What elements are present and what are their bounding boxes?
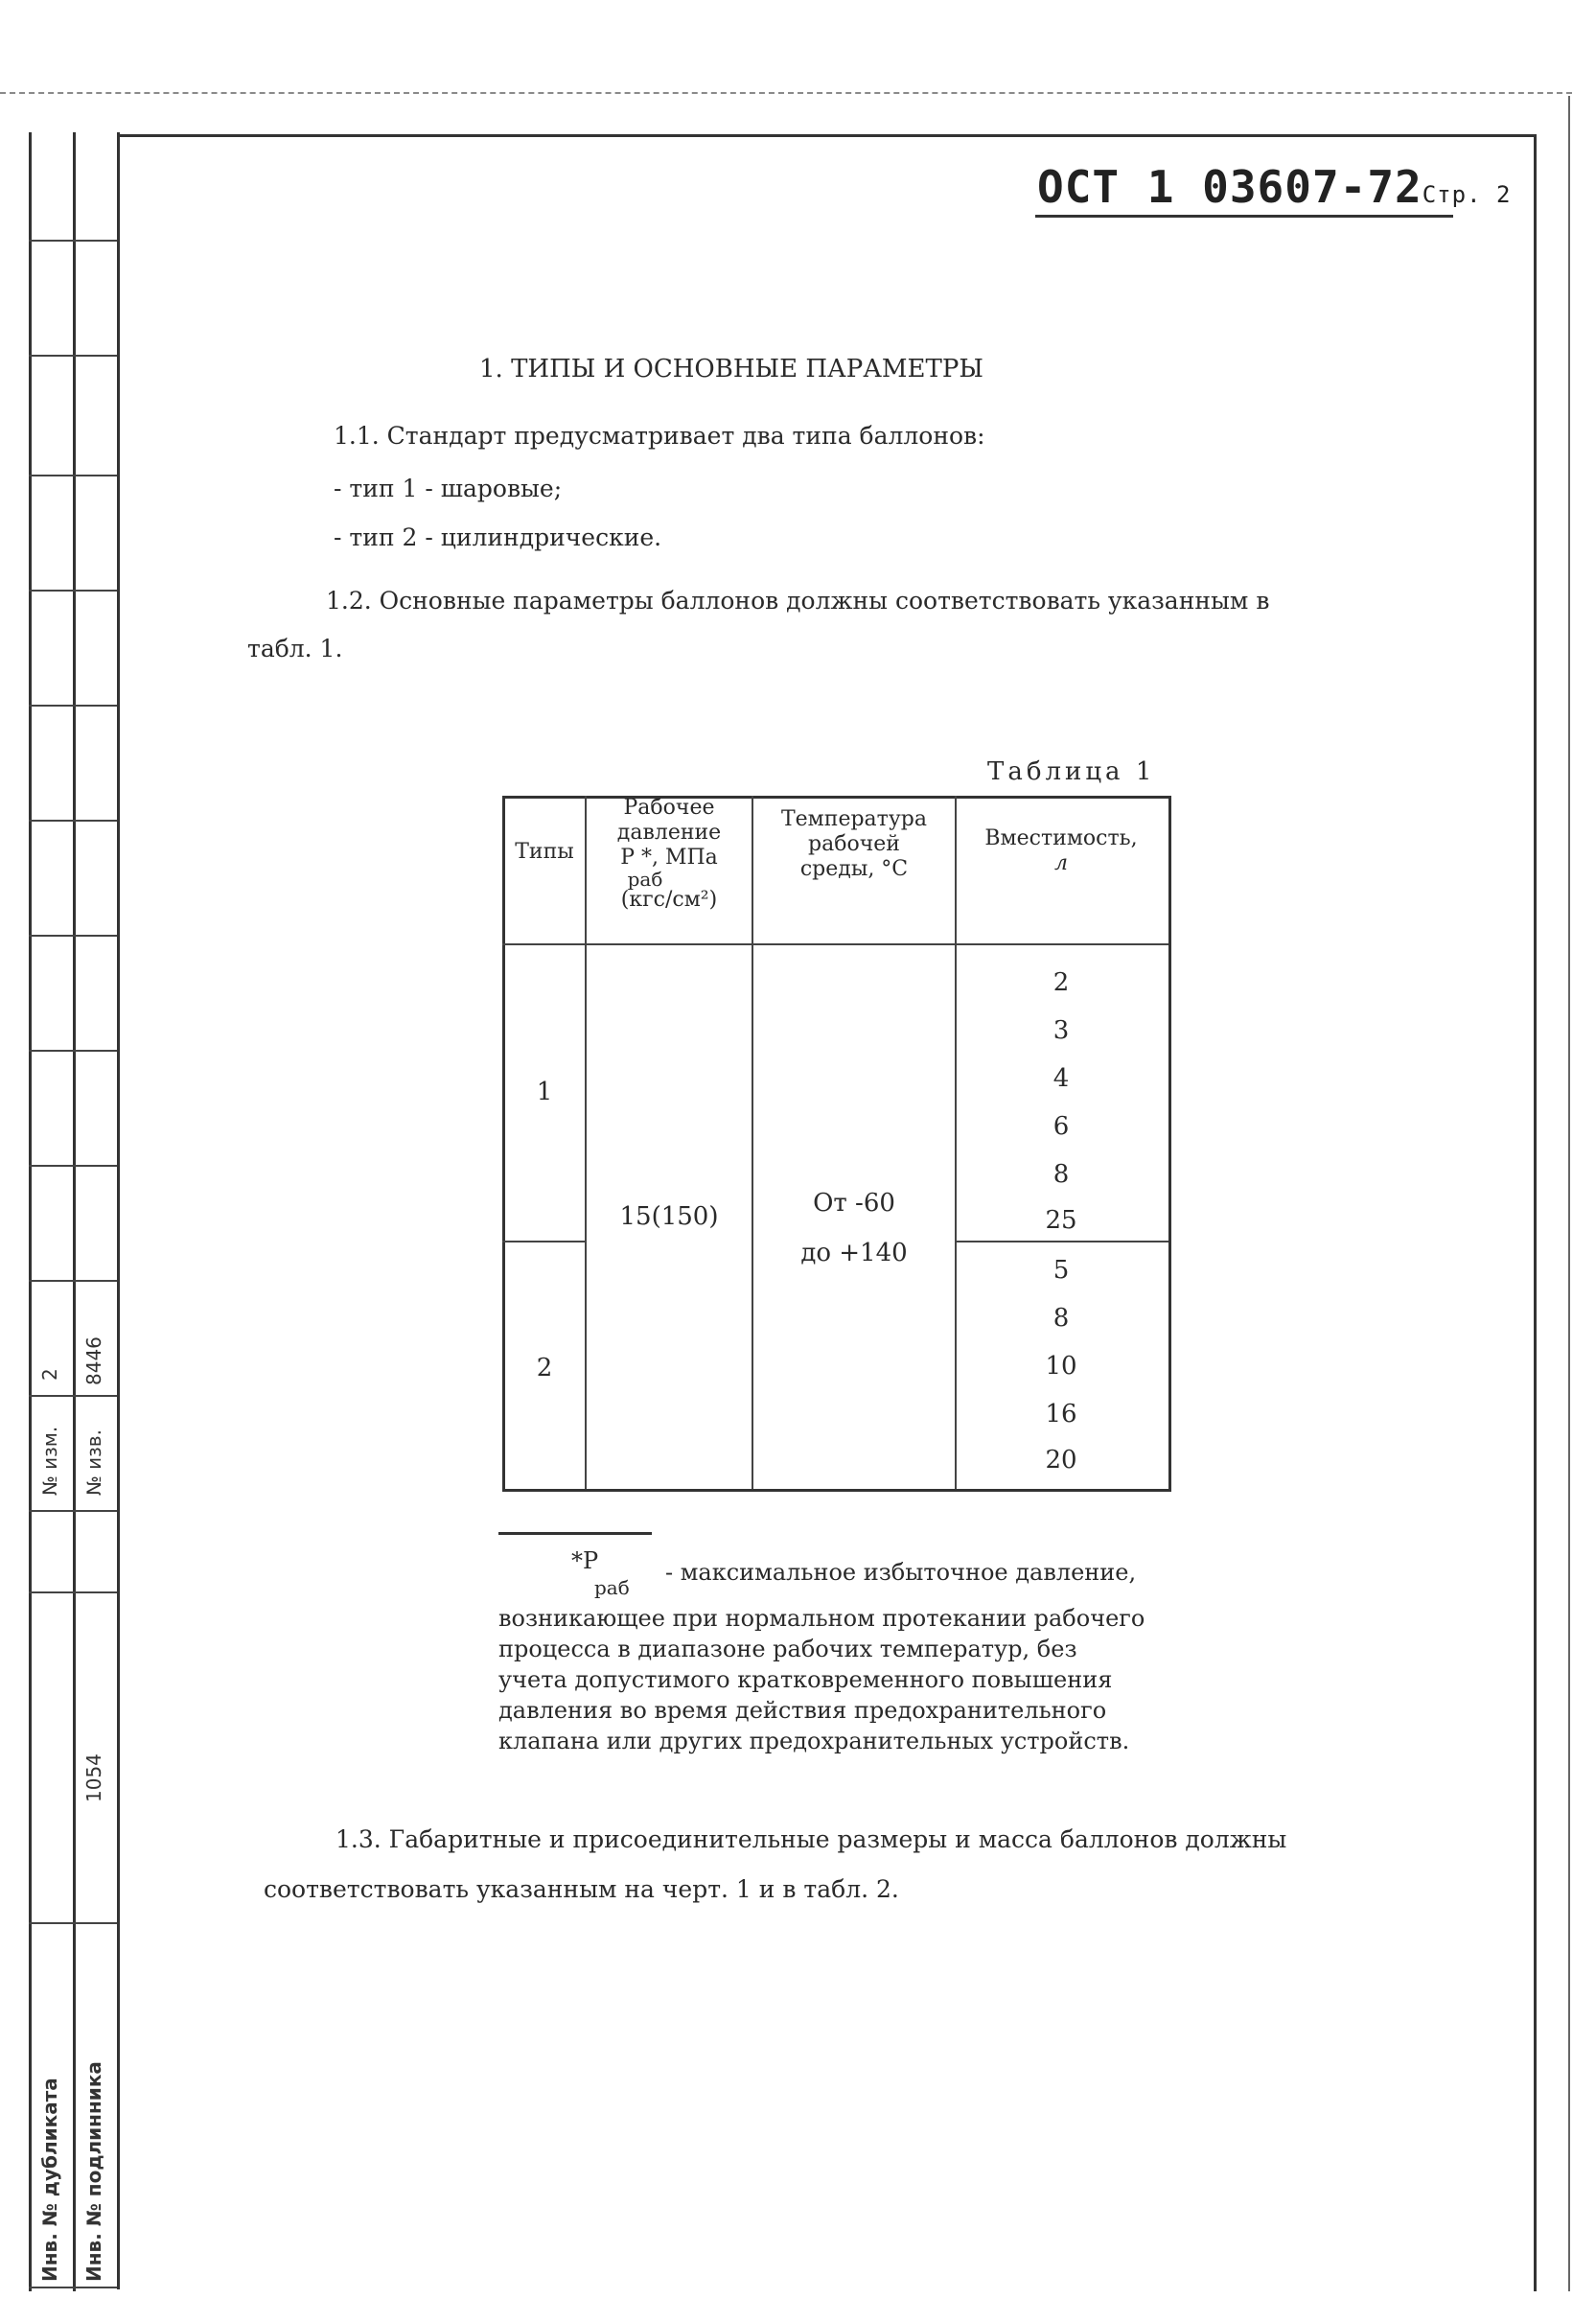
document-code [1037,161,1511,213]
capacity-cell: 8 [1052,1304,1070,1333]
table-type-divider [955,1241,1168,1242]
capacity-cell: 10 [1045,1352,1077,1381]
stub-divider [29,1280,117,1282]
change-number-label: № изм. [38,1426,61,1496]
frame-top-border [117,134,1534,137]
section-heading: 1. ТИПЫ И ОСНОВНЫЕ ПАРАМЕТРЫ [479,355,983,383]
frame-left-border [117,132,120,2289]
stub-divider [29,935,117,937]
header-pressure [587,796,752,913]
capacity-cell: 3 [1052,1016,1070,1045]
header-capacity [957,826,1166,876]
stub-divider [29,355,117,357]
type-2-item: - тип 2 - цилиндрические. [334,523,662,551]
page-number: Стр. 2 [1422,181,1512,208]
temperature-from-cell: От -60 [813,1189,895,1218]
header-temperature-line: Температура [780,807,927,831]
capacity-cell: 20 [1045,1446,1077,1475]
header-types: Типы [515,840,574,864]
stub-divider [29,1922,117,1924]
footnote-line: клапана или других предохранительных устройств. [498,1728,1130,1754]
stub-divider [29,1395,117,1397]
stub-column-right [73,132,76,2291]
capacity-cell: 5 [1052,1256,1070,1285]
header-pressure-symbol: Р *, МПа [620,846,718,870]
temperature-to-cell: до +140 [800,1239,908,1267]
stub-divider [29,240,117,242]
stub-divider [29,475,117,476]
footnote-line: возникающее при нормальном протекании рабочего [498,1605,1145,1632]
header-capacity-line: Вместимость, [984,826,1138,850]
footnote-symbol-subscript: раб [594,1576,630,1599]
table-header-divider [502,943,1168,945]
top-scan-line [0,92,1572,94]
frame-right-border [1534,134,1537,2291]
standard-number: ОСТ 1 03607-72 [1037,161,1423,213]
paragraph-1-1: 1.1. Стандарт предусматривает два типа баллонов: [334,422,985,450]
stub-divider [29,1165,117,1167]
stub-divider [29,590,117,592]
footnote-symbol-text: *Р [571,1547,599,1574]
type-2-cell: 2 [536,1354,553,1382]
stub-divider [29,1591,117,1593]
capacity-cell: 4 [1052,1064,1070,1093]
stub-column-left [29,132,32,2291]
table-type-divider [502,1241,587,1242]
footnote-line: давления во время действия предохранительного [498,1697,1107,1724]
header-temperature-line: рабочей [808,832,900,856]
header-pressure-line: (кгс/см²) [620,888,718,912]
stub-divider [29,1050,117,1052]
sheet-edge [1568,96,1570,2291]
header-capacity-unit: л [1053,851,1068,875]
footnote-symbol [571,1547,598,1574]
type-1-cell: 1 [536,1078,553,1106]
type-1-item: - тип 1 - шаровые; [334,475,563,502]
paragraph-1-2-line2: табл. 1. [247,635,343,662]
original-inventory-label: Инв. № подлинника [82,2061,105,2282]
header-temperature [753,807,955,882]
table-caption: Таблица 1 [987,757,1156,786]
paragraph-1-3-line2: соответствовать указанным на черт. 1 и в табл. 2. [264,1875,899,1903]
footnote-line: учета допустимого кратковременного повышения [498,1666,1113,1693]
footnote-line: - максимальное избыточное давление, [665,1559,1137,1586]
capacity-cell: 25 [1045,1206,1077,1235]
notice-number: 8446 [82,1336,105,1385]
change-number: 2 [38,1368,61,1381]
stub-divider [29,820,117,822]
capacity-cell: 16 [1045,1400,1077,1428]
header-pressure-line [587,846,752,871]
paragraph-1-2-line1: 1.2. Основные параметры баллонов должны соответствовать указанным в [326,587,1270,615]
header-pressure-line: Рабочее [623,796,715,820]
duplicate-inventory-label: Инв. № дубликата [38,2078,61,2282]
table-col-divider [752,796,753,1489]
table-col-divider [955,796,957,1489]
footnote-line: процесса в диапазоне рабочих температур, без [498,1636,1077,1662]
stub-divider [29,705,117,707]
stub-divider [29,2287,117,2288]
capacity-cell: 2 [1052,968,1070,997]
capacity-cell: 8 [1052,1160,1070,1189]
header-temperature-line: среды, °С [799,857,909,881]
stub-divider [29,1510,117,1512]
capacity-cell: 6 [1052,1112,1070,1141]
footnote-rule [498,1532,652,1535]
inventory-number: 1054 [82,1753,105,1802]
header-pressure-subscript: раб [627,868,663,891]
pressure-cell: 15(150) [619,1202,719,1231]
header-pressure-line: давление [616,821,722,845]
notice-number-label: № изв. [82,1429,105,1496]
paragraph-1-3-line1: 1.3. Габаритные и присоединительные размеры и масса баллонов должны [335,1825,1287,1853]
header-underline [1035,215,1453,218]
